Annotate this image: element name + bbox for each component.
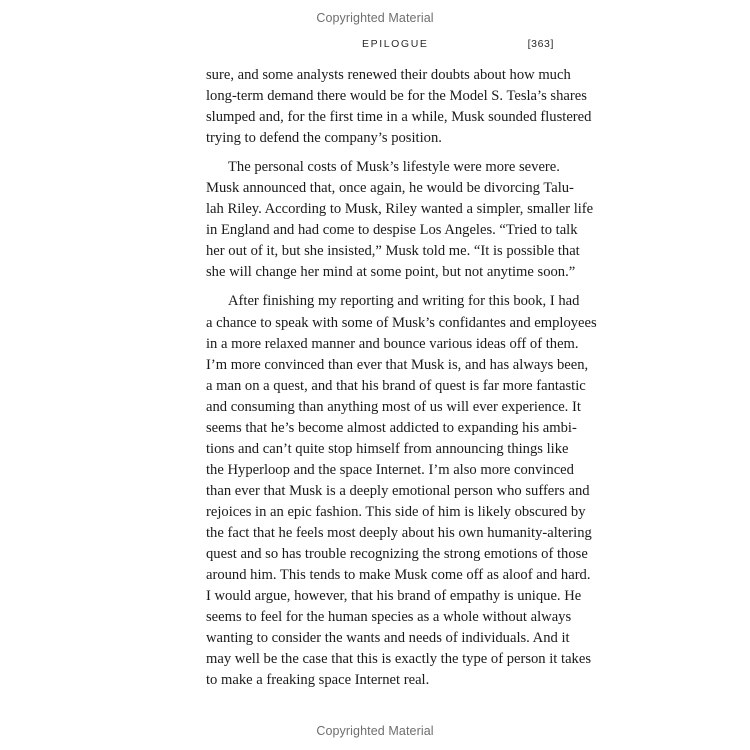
text-line: tions and can’t quite stop himself from announcing things like	[206, 440, 569, 457]
text-line: and consuming than anything most of us will ever experience. It	[206, 398, 581, 415]
text-line: lah Riley. According to Musk, Riley wanted a simpler, smaller life	[206, 201, 594, 218]
text-line: The personal costs of Musk’s lifestyle were more severe.	[228, 159, 560, 176]
text-line: in a more relaxed manner and bounce various ideas off of them.	[206, 335, 579, 352]
text-line: a chance to speak with some of Musk’s confidantes and employees	[206, 314, 597, 331]
text-line: I’m more convinced than ever that Musk is, and has always been,	[206, 356, 589, 373]
copyright-watermark-bottom: Copyrighted Material	[316, 724, 434, 738]
text-line: around him. This tends to make Musk come off as aloof and hard.	[206, 567, 591, 584]
text-line: trying to defend the company’s position.	[206, 130, 442, 147]
running-head	[204, 38, 554, 54]
body-text	[206, 65, 597, 691]
paragraph	[206, 65, 592, 149]
text-line: quest and so has trouble recognizing the strong emotions of those	[206, 546, 588, 563]
text-line: than ever that Musk is a deeply emotional person who suffers and	[206, 482, 590, 499]
text-line: After finishing my reporting and writing for this book, I had	[228, 293, 580, 310]
text-line: Musk announced that, once again, he would be divorcing Talu-	[206, 180, 574, 197]
text-line: seems to feel for the human species as a whole without always	[206, 609, 572, 626]
text-line: her out of it, but she insisted,” Musk told me. “It is possible that	[206, 243, 580, 260]
text-line: she will change her mind at some point, but not anytime soon.”	[206, 264, 576, 281]
text-line: slumped and, for the first time in a while, Musk sounded flustered	[206, 109, 592, 126]
copyright-watermark-top: Copyrighted Material	[316, 11, 434, 25]
text-line: the fact that he feels most deeply about his own humanity-altering	[206, 524, 592, 541]
paragraph	[206, 157, 594, 283]
paragraph	[206, 291, 597, 691]
text-line: may well be the case that this is exactly the type of person it takes	[206, 651, 591, 668]
text-line: sure, and some analysts renewed their doubts about how much	[206, 67, 571, 83]
text-line: long-term demand there would be for the Model S. Tesla’s shares	[206, 88, 587, 105]
text-line: to make a freaking space Internet real.	[206, 672, 430, 689]
text-line: a man on a quest, and that his brand of quest is far more fantastic	[206, 377, 586, 394]
section-title: EPILOGUE	[362, 38, 429, 50]
text-line: the Hyperloop and the space Internet. I’m also more convinced	[206, 461, 574, 478]
text-line: wanting to consider the wants and needs of individuals. And it	[206, 630, 570, 647]
text-line: rejoices in an epic fashion. This side of him is likely obscured by	[206, 503, 586, 520]
text-line: in England and had come to despise Los Angeles. “Tried to talk	[206, 222, 578, 239]
text-line: I would argue, however, that his brand of empathy is unique. He	[206, 588, 582, 605]
text-line: seems that he’s become almost addicted to expanding his ambi-	[206, 419, 577, 436]
page-number: [363]	[527, 38, 554, 50]
